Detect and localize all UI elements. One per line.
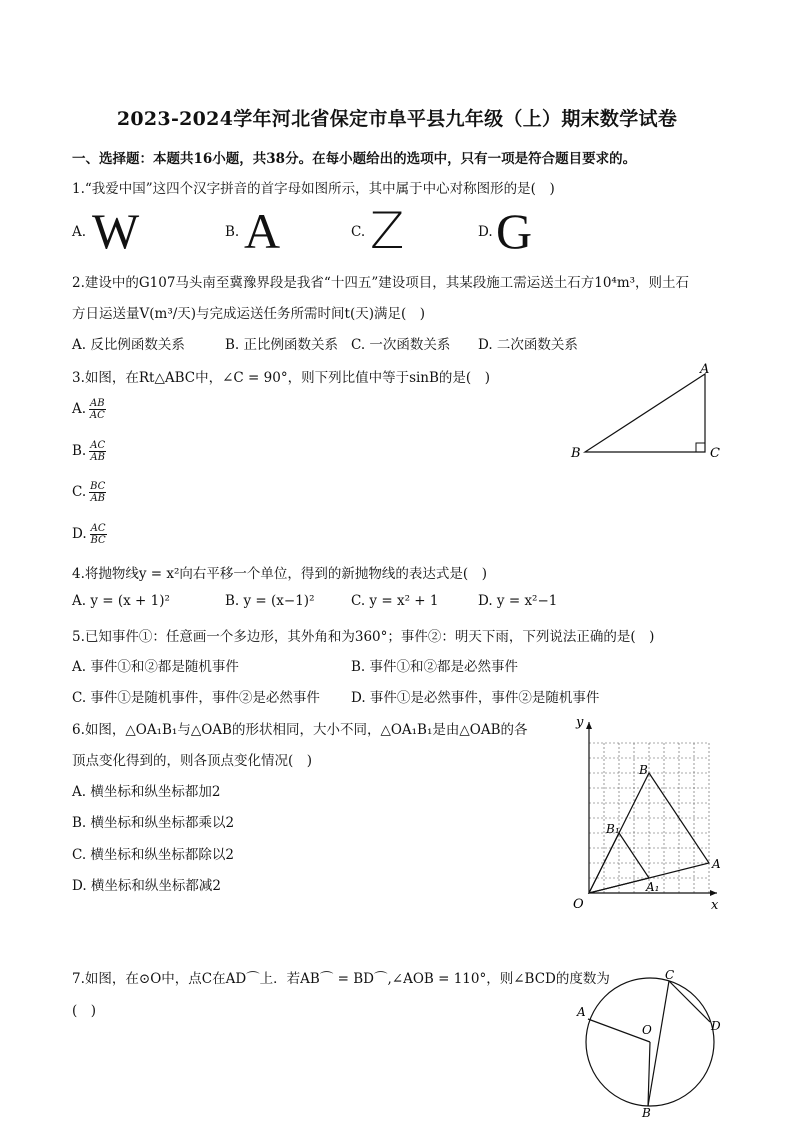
label-a: A [712, 857, 721, 871]
q6-line2: 顶点变化得到的，则各顶点变化情况( ) [72, 753, 313, 769]
label-b: B [642, 1106, 651, 1120]
q5-option-a: A. 事件①和②都是随机事件 [72, 659, 239, 675]
label-c: C [665, 968, 675, 982]
q2-line2: 方日运送量V(m³/天)与完成运送任务所需时间t(天)满足( ) [72, 306, 426, 322]
q1-stem: 1.“我爱中国”这四个汉字拼音的首字母如图所示，其中属于中心对称图形的是( ) [72, 181, 555, 197]
q7-circle-figure [570, 962, 730, 1120]
label-b: B [639, 763, 648, 777]
q2-option-b: B. 正比例函数关系 [225, 337, 339, 353]
segment-bc [648, 981, 669, 1106]
q1-option-d-letter: G [496, 203, 533, 259]
label-a: A [700, 362, 710, 377]
q3-stem: 3.如图，在Rt△ABC中，∠C = 90°，则下列比值中等于sinB的是( ) [72, 370, 490, 386]
label-a1: A₁ [646, 880, 660, 894]
label-b: B [571, 446, 581, 461]
q3-option-a: A. $\frac{AB}{AC}$ [72, 398, 105, 421]
q2-option-c: C. 一次函数关系 [351, 337, 451, 353]
q1-option-c-label: C. [351, 224, 366, 240]
q4-option-d: D. y = x²−1 [478, 593, 558, 609]
section-heading: 一、选择题：本题共16小题，共38分。在每小题给出的选项中，只有一项是符合题目要求的。 [72, 151, 637, 167]
q1-option-b-label: B. [225, 224, 240, 240]
q7-line1: 7.如图，在⊙O中，点C在AD⌒上．若AB⌒ = BD⌒,∠AOB = 110°，则∠BCD的度数为 [72, 971, 610, 987]
label-y: y [576, 715, 584, 730]
q6-option-c: C. 横坐标和纵坐标都除以2 [72, 847, 235, 863]
segment-oa [588, 1019, 650, 1042]
q3-option-c: C. $\frac{BC}{AB}$ [72, 481, 106, 504]
grid-lines [589, 743, 709, 893]
q6-coordinate-grid-figure [565, 712, 725, 912]
q4-option-b: B. y = (x−1)² [225, 593, 315, 609]
q1-option-c-letter: Z [370, 202, 405, 260]
label-c: C [710, 446, 720, 461]
q1-option-a-letter: W [92, 203, 140, 259]
q3-option-d: D. $\frac{AC}{BC}$ [72, 523, 106, 546]
label-b1: B₁ [606, 822, 620, 836]
q4-option-c: C. y = x² + 1 [351, 593, 439, 609]
page-title: 2023-2024学年河北省保定市阜平县九年级（上）期末数学试卷 [116, 108, 678, 130]
q2-option-a: A. 反比例函数关系 [72, 337, 185, 353]
q1-option-b-letter: A [244, 203, 281, 259]
q5-option-d: D. 事件①是必然事件，事件②是随机事件 [351, 690, 600, 706]
label-origin: O [573, 897, 584, 912]
q6-option-b: B. 横坐标和纵坐标都乘以2 [72, 815, 235, 831]
q4-option-a: A. y = (x + 1)² [72, 593, 170, 609]
q5-stem: 5.已知事件①：任意画一个多边形，其外角和为360°；事件②：明天下雨，下列说法正确的是( ) [72, 629, 655, 645]
label-o: O [642, 1023, 652, 1037]
q6-option-a: A. 横坐标和纵坐标都加2 [72, 784, 221, 800]
y-axis-arrow [586, 722, 592, 729]
segment-cd [669, 981, 710, 1022]
q4-stem: 4.将抛物线y = x²向右平移一个单位，得到的新抛物线的表达式是( ) [72, 566, 487, 582]
q3-option-b: B. $\frac{AC}{AB}$ [72, 440, 106, 463]
q1-option-d-label: D. [478, 224, 493, 240]
label-d: D [711, 1019, 721, 1033]
label-x: x [711, 898, 719, 912]
q3-right-triangle-figure [565, 360, 725, 465]
q6-option-d: D. 横坐标和纵坐标都减2 [72, 878, 222, 894]
x-axis-arrow [710, 890, 717, 896]
label-a: A [577, 1005, 586, 1019]
q7-line2: ( ) [72, 1003, 97, 1019]
q5-option-b: B. 事件①和②都是必然事件 [351, 659, 519, 675]
triangle-abc [585, 374, 705, 452]
q2-option-d: D. 二次函数关系 [478, 337, 578, 353]
right-angle-mark [696, 443, 705, 452]
q1-option-a-label: A. [72, 224, 87, 240]
q2-line1: 2.建设中的G107马头南至冀豫界段是我省“十四五”建设项目，其某段施工需运送土石方10⁴m³，则土石 [72, 275, 690, 291]
q6-line1: 6.如图，△OA₁B₁与△OAB的形状相同，大小不同，△OA₁B₁是由△OAB的各 [72, 722, 528, 738]
q5-option-c: C. 事件①是随机事件，事件②是必然事件 [72, 690, 320, 706]
